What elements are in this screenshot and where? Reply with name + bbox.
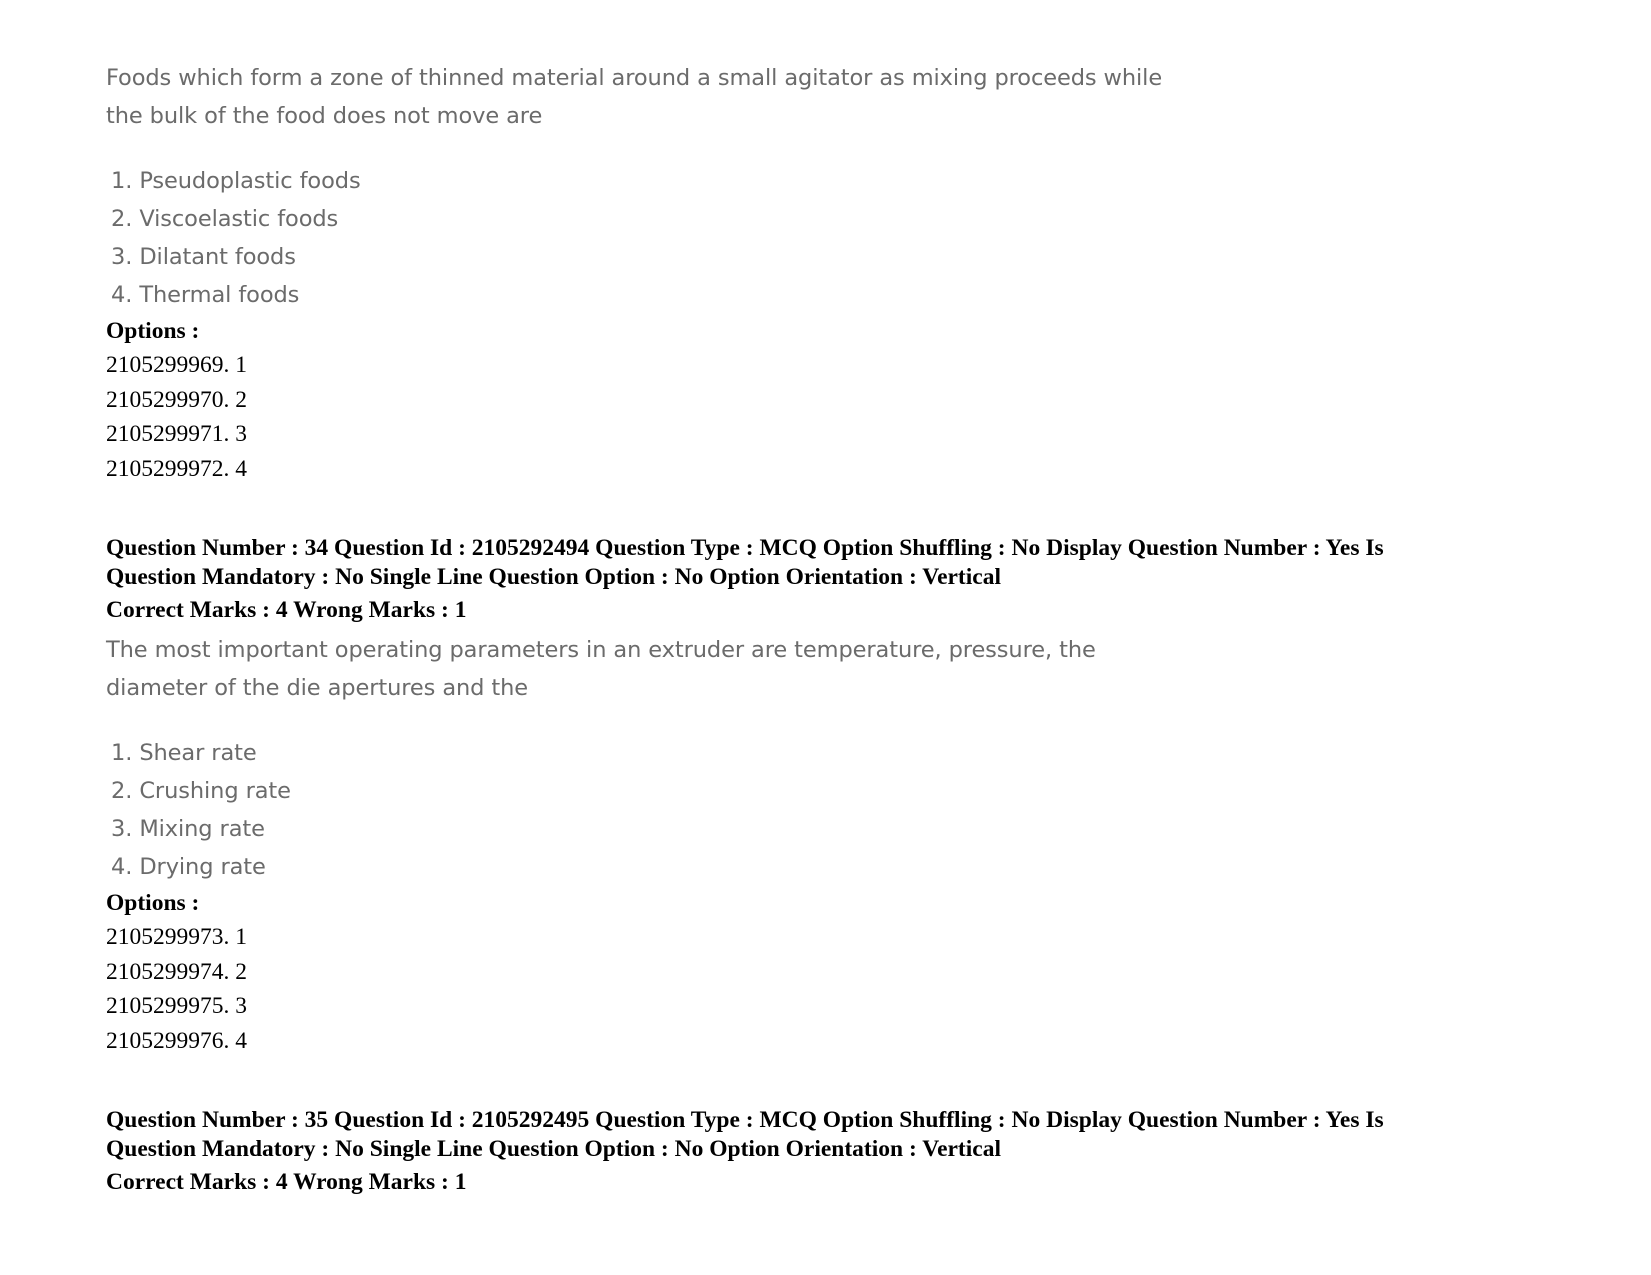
question-33-choice-3: 3. Dilatant foods	[111, 244, 296, 270]
question-34-choice-1: 1. Shear rate	[111, 740, 257, 766]
question-33-option-4: 2105299972. 4	[106, 456, 247, 482]
question-34-choice-4: 4. Drying rate	[111, 854, 266, 880]
question-33-option-3: 2105299971. 3	[106, 421, 247, 447]
question-33-options-label: Options :	[106, 318, 200, 344]
question-34-choice-2: 2. Crushing rate	[111, 778, 291, 804]
question-35-marks: Correct Marks : 4 Wrong Marks : 1	[106, 1169, 467, 1195]
question-34-stem	[106, 631, 1206, 707]
question-34-meta	[106, 534, 1606, 592]
question-34-option-1: 2105299973. 1	[106, 924, 247, 950]
question-34-option-3: 2105299975. 3	[106, 993, 247, 1019]
question-34-stem-line-1: The most important operating parameters in an extruder are temperature, pressure, the	[106, 637, 1096, 663]
question-35-meta	[106, 1106, 1606, 1164]
question-34-choice-3: 3. Mixing rate	[111, 816, 265, 842]
question-33-option-2: 2105299970. 2	[106, 387, 247, 413]
question-34-option-2: 2105299974. 2	[106, 959, 247, 985]
question-33-choice-2: 2. Viscoelastic foods	[111, 206, 339, 232]
question-34-marks: Correct Marks : 4 Wrong Marks : 1	[106, 597, 467, 623]
question-33-stem-line-2: the bulk of the food does not move are	[106, 103, 543, 129]
question-33-option-1: 2105299969. 1	[106, 352, 247, 378]
question-34-meta-line-2: Question Mandatory : No Single Line Question Option : No Option Orientation : Vertical	[106, 564, 1001, 590]
question-33-stem	[106, 59, 1206, 135]
question-34-stem-line-2: diameter of the die apertures and the	[106, 675, 529, 701]
question-33-choice-4: 4. Thermal foods	[111, 282, 300, 308]
question-33-choice-1: 1. Pseudoplastic foods	[111, 168, 361, 194]
question-35-meta-line-2: Question Mandatory : No Single Line Question Option : No Option Orientation : Vertical	[106, 1136, 1001, 1162]
question-34-meta-line-1: Question Number : 34 Question Id : 2105292494 Question Type : MCQ Option Shuffling : No Display Question Number : Yes Is	[106, 535, 1384, 561]
question-34-options-label: Options :	[106, 890, 200, 916]
question-34-option-4: 2105299976. 4	[106, 1028, 247, 1054]
question-35-meta-line-1: Question Number : 35 Question Id : 2105292495 Question Type : MCQ Option Shuffling : No Display Question Number : Yes Is	[106, 1107, 1384, 1133]
question-33-stem-line-1: Foods which form a zone of thinned material around a small agitator as mixing proceeds while	[106, 65, 1163, 91]
